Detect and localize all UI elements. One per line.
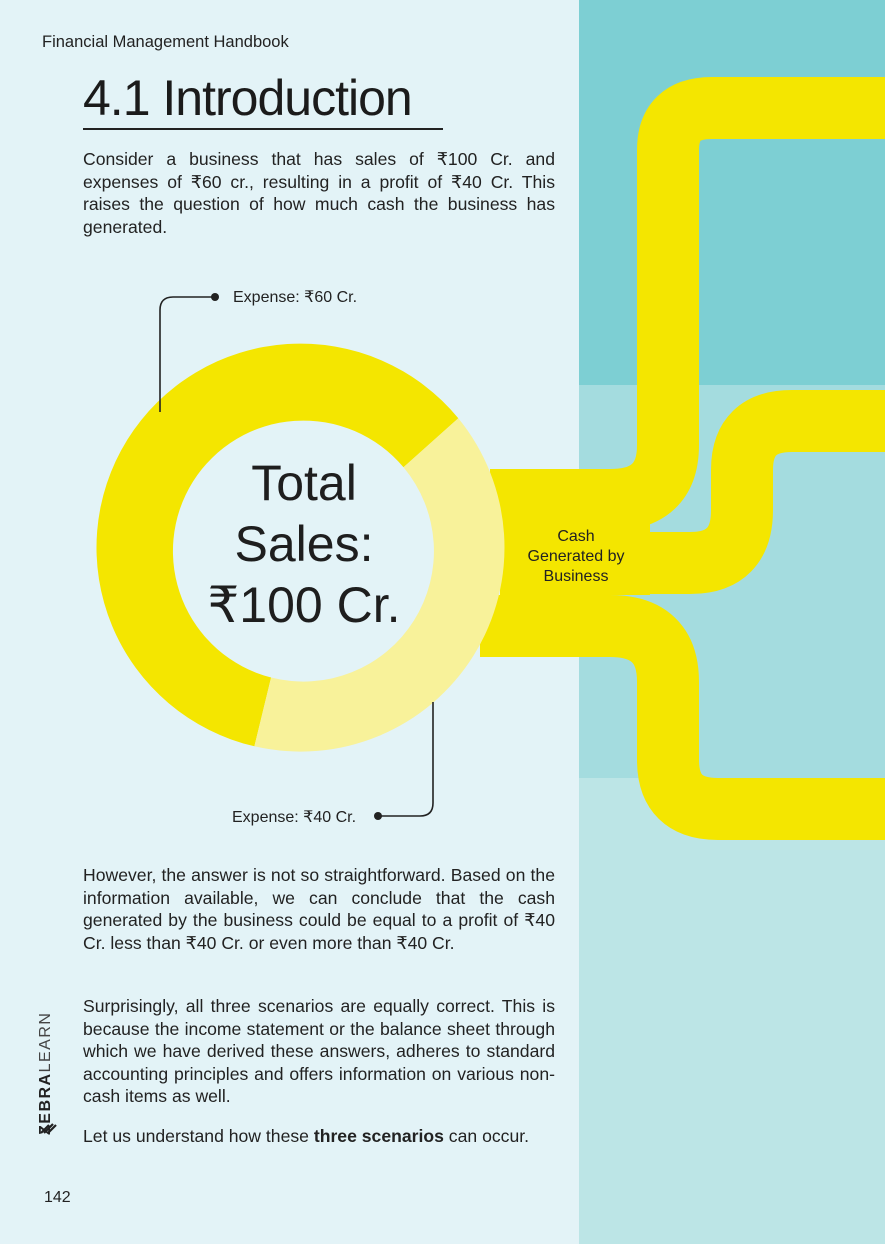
closing-text-end: can occur. bbox=[443, 1126, 530, 1146]
surprise-paragraph: Surprisingly, all three scenarios are equally correct. This is because the income statement or the balance sheet through which we have derived these answers, adheres to standard accounting principles and offers information on various non-cash items as well. bbox=[83, 996, 555, 1106]
teal-band-top bbox=[579, 0, 885, 385]
cash-label-line-2: Generated by bbox=[527, 548, 625, 565]
callout-dot-top bbox=[211, 293, 219, 301]
section-title-block bbox=[83, 70, 443, 130]
brand-logo bbox=[37, 1012, 55, 1135]
center-label-line-3: ₹100 Cr. bbox=[207, 577, 401, 633]
callout-expense-top: Expense: ₹60 Cr. bbox=[233, 289, 358, 306]
brand-name-bold: ZEBRA bbox=[37, 1072, 54, 1135]
closing-text-bold: three scenarios bbox=[313, 1126, 444, 1146]
closing-text-start: Let us understand how these bbox=[83, 1126, 314, 1146]
callout-expense-bottom: Expense: ₹40 Cr. bbox=[232, 809, 357, 826]
intro-paragraph: Consider a business that has sales of ₹100 Cr. and expenses of ₹60 cr., resulting in a profit of ₹40 Cr. This raises the question of how much cash the business has generated. bbox=[83, 149, 555, 237]
running-header: Financial Management Handbook bbox=[42, 33, 289, 51]
answer-paragraph: However, the answer is not so straightforward. Based on the information available, we can conclude that the cash generated by the business could be equal to a profit of ₹40 Cr. less than ₹40 Cr. or even more than ₹40 Cr. bbox=[83, 865, 555, 953]
page-number: 142 bbox=[44, 1189, 71, 1206]
closing-paragraph bbox=[83, 1125, 555, 1148]
section-title: 4.1 Introduction bbox=[83, 70, 412, 126]
teal-band-bottom bbox=[579, 778, 885, 1244]
cash-label-line-3: Business bbox=[543, 568, 609, 585]
brand-name-light: LEARN bbox=[37, 1011, 54, 1073]
center-label-line-1: Total bbox=[251, 455, 357, 511]
cash-label-line-1: Cash bbox=[557, 528, 595, 545]
callout-dot-bottom bbox=[374, 812, 382, 820]
center-label-line-2: Sales: bbox=[234, 516, 374, 572]
cash-generated-label bbox=[512, 527, 640, 587]
donut-center-label bbox=[204, 453, 404, 636]
